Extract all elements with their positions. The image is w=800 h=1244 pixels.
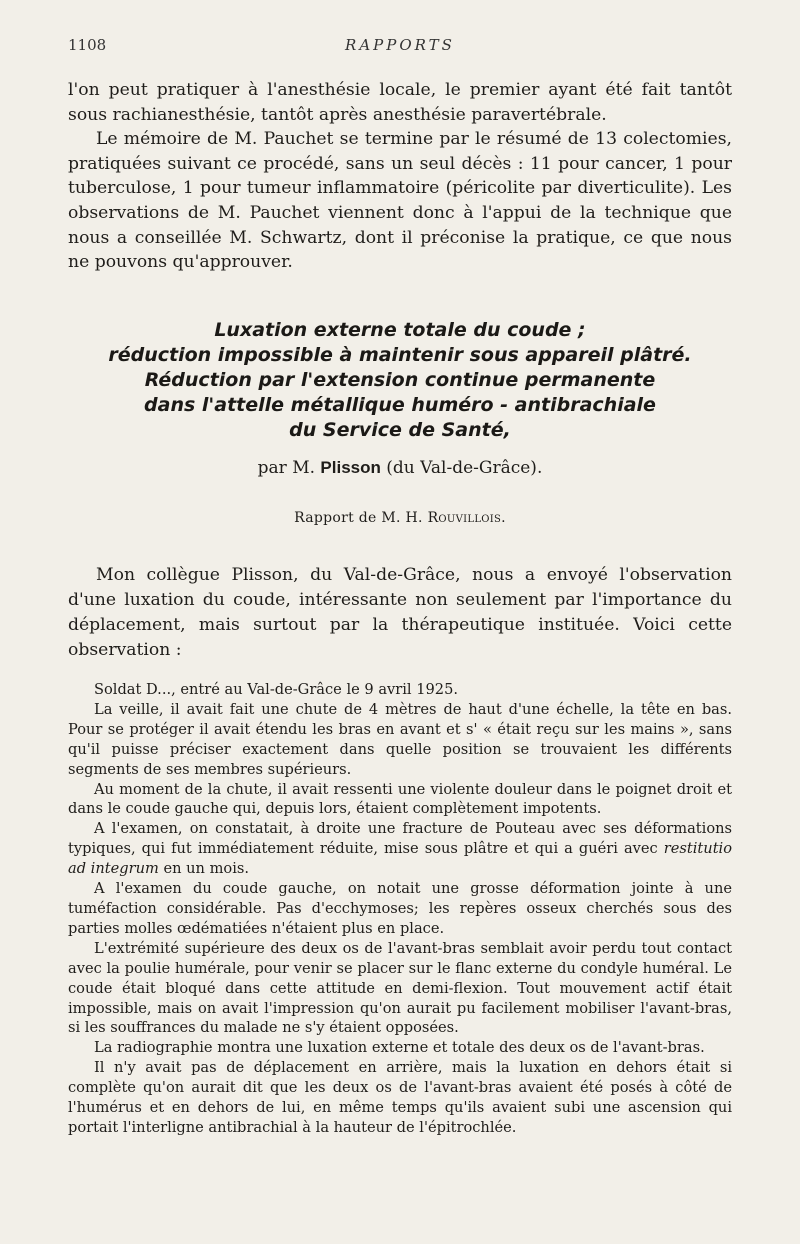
observation-section [68,680,732,1138]
body-paragraph-1: Mon collègue Plisson, du Val-de-Grâce, nous a envoyé l'observation d'une luxation du coude, intéressante non seulement par l'importance du déplacement, mais surtout par la thérapeutique instituée. Voici cette observation : [68,565,732,660]
page-number: 1108 [68,36,107,54]
title-line-2: réduction impossible à maintenir sous appareil plâtré. [108,344,692,366]
running-title: RAPPORTS [345,36,455,54]
byline [68,458,732,478]
intro-paragraph-2: Le mémoire de M. Pauchet se termine par le résumé de 13 colectomies, pratiquées suivant ce procédé, sans un seul décès : 11 pour cancer, 1 pour tuberculose, 1 pour tumeur inflammatoire (péricolite par diverticulite). Les observations de M. Pauchet viennent donc à l'appui de la technique que nous a conseillée M. Schwartz, dont il préconise la pratique, ce que nous ne pouvons qu'approuver. [68,129,732,273]
title-line-3: Réduction par l'extension continue permanente [144,369,656,391]
title-line-5: du Service de Santé, [289,419,511,441]
byline-prefix: par M. [257,458,316,478]
obs-p4-after: en un mois. [163,860,249,878]
observation-paragraph-2: La veille, il avait fait une chute de 4 mètres de haut d'une échelle, la tête en bas. Pour se protéger il avait étendu les bras en avant et s' « était reçu sur les mains », sans qu'il puisse préciser exactement dans quelle position se trouvaient les différents segments de ses membres supérieurs. [68,700,732,778]
obs-p4-before: A l'examen, on constatait, à droite une fracture de Pouteau avec ses déformations typiques, qui fut immédiatement réduite, mise sous plâtre et qui a guéri avec [68,820,732,858]
observation-paragraph-3: Au moment de la chute, il avait ressenti une violente douleur dans le poignet droit et dans le coude gauche qui, depuis lors, étaient complètement impotents. [68,780,732,818]
article-title [68,318,732,443]
reporter-name: Rouvillois. [427,510,506,526]
title-line-1: Luxation externe totale du coude ; [214,319,586,341]
observation-paragraph-1: Soldat D..., entré au Val-de-Grâce le 9 avril 1925. [94,681,458,698]
observation-paragraph-7: La radiographie montra une luxation externe et totale des deux os de l'avant-bras. [94,1039,705,1057]
title-line-4: dans l'attelle métallique huméro - antibrachiale [144,394,656,416]
intro-section [68,78,732,275]
author-name: Plisson [320,458,381,477]
observation-paragraph-5: A l'examen du coude gauche, on notait une grosse déformation jointe à une tuméfaction considérable. Pas d'ecchymoses; les repères osseux cherchés sous des parties molles œdématiées n'étaient plus en place. [68,880,732,937]
observation-paragraph-6: L'extrémité supérieure des deux os de l'avant-bras semblait avoir perdu tout contact avec la poulie humérale, pour venir se placer sur le flanc externe du condyle huméral. Le coude était bloqué dans cette attitude en demi-flexion. Tout mouvement actif était impossible, mais on avait l'impression qu'on aurait pu facilement mobiliser l'avant-bras, si les souffrances du malade ne s'y étaient opposées. [68,939,732,1037]
observation-paragraph-8: Il n'y avait pas de déplacement en arrière, mais la luxation en dehors était si complète qu'on aurait dit que les deux os de l'avant-bras avaient été posés à côté de l'humérus et en dehors de lui, en même temps qu'ils avaient subi une ascension qui portait l'interligne antibrachial à la hauteur de l'épitrochlée. [68,1059,732,1136]
body-section [68,563,732,663]
intro-paragraph-1: l'on peut pratiquer à l'anesthésie locale, le premier ayant été fait tantôt sous rachianesthésie, tantôt après anesthésie paravertébrale. [68,80,732,125]
observation-paragraph-4 [68,819,732,879]
report-prefix: Rapport de M. H. [294,510,423,526]
report-credit [68,510,732,526]
obs-p4-latin: restitutio ad integrum [68,840,733,878]
author-affiliation: (du Val-de-Grâce). [386,458,543,478]
